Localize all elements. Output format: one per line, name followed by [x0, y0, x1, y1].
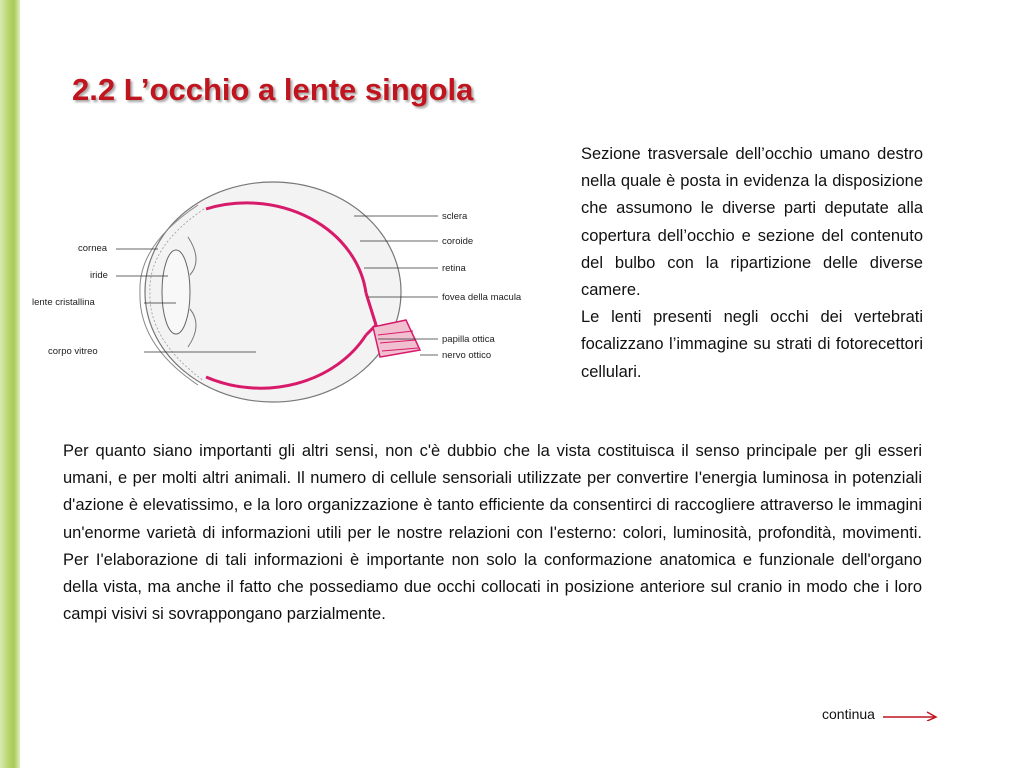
- caption-paragraph-2: Le lenti presenti negli occhi dei vertebrati focalizzano l’immagine su strati di fotorecettori cellulari.: [581, 308, 923, 381]
- label-iride: iride: [90, 270, 108, 281]
- eye-cross-section-figure: [28, 175, 548, 435]
- label-sclera: sclera: [442, 211, 468, 222]
- body-paragraph: Per quanto siano importanti gli altri sensi, non c'è dubbio che la vista costituisca il senso principale per gli esseri umani, e per molti altri animali. Il numero di cellule sensoriali utilizzate per convertire I'energia luminosa in potenziali d'azione è elevatissimo, e la loro organizzazione è tanto efficiente da consentirci di raccogliere attraverso le immagini un'enorme varietà di informazioni utili per le nostre relazioni con I'esterno: colori, luminosità, profondità, movimenti. Per I'elaborazione di tali informazioni è importante non solo la conformazione anatomica e funzionale dell'organo della vista, ma anche il fatto che possediamo due occhi collocati in posizione anteriore sul cranio in modo che i loro campi visivi si sovrappongano parzialmente.: [63, 442, 922, 624]
- optic-nerve-shape: [373, 320, 420, 357]
- label-papilla-ottica: papilla ottica: [442, 334, 495, 345]
- label-fovea-della-macula: fovea della macula: [442, 292, 522, 303]
- continue-link[interactable]: [822, 706, 939, 722]
- continue-label[interactable]: continua: [822, 706, 875, 722]
- label-retina: retina: [442, 263, 466, 274]
- eye-diagram: [28, 175, 548, 435]
- label-cornea: cornea: [78, 243, 108, 254]
- label-corpo-vitreo: corpo vitreo: [48, 346, 98, 357]
- side-accent-bar: [0, 0, 20, 768]
- caption-paragraph-1: Sezione trasversale dell’occhio umano destro nella quale è posta in evidenza la disposizione che assumono le diverse parti deputate alla copertura dell’occhio e sezione del contenuto del bulbo con la ripartizione delle diverse camere.: [581, 145, 923, 300]
- label-lente-cristallina: lente cristallina: [32, 297, 95, 308]
- label-nervo-ottico: nervo ottico: [442, 350, 492, 361]
- page-title: 2.2 L’occhio a lente singola: [72, 72, 474, 107]
- label-coroide: coroide: [442, 236, 474, 247]
- arrow-right-icon[interactable]: [881, 707, 939, 721]
- lens-shape: [162, 250, 190, 334]
- figure-caption: [581, 141, 923, 386]
